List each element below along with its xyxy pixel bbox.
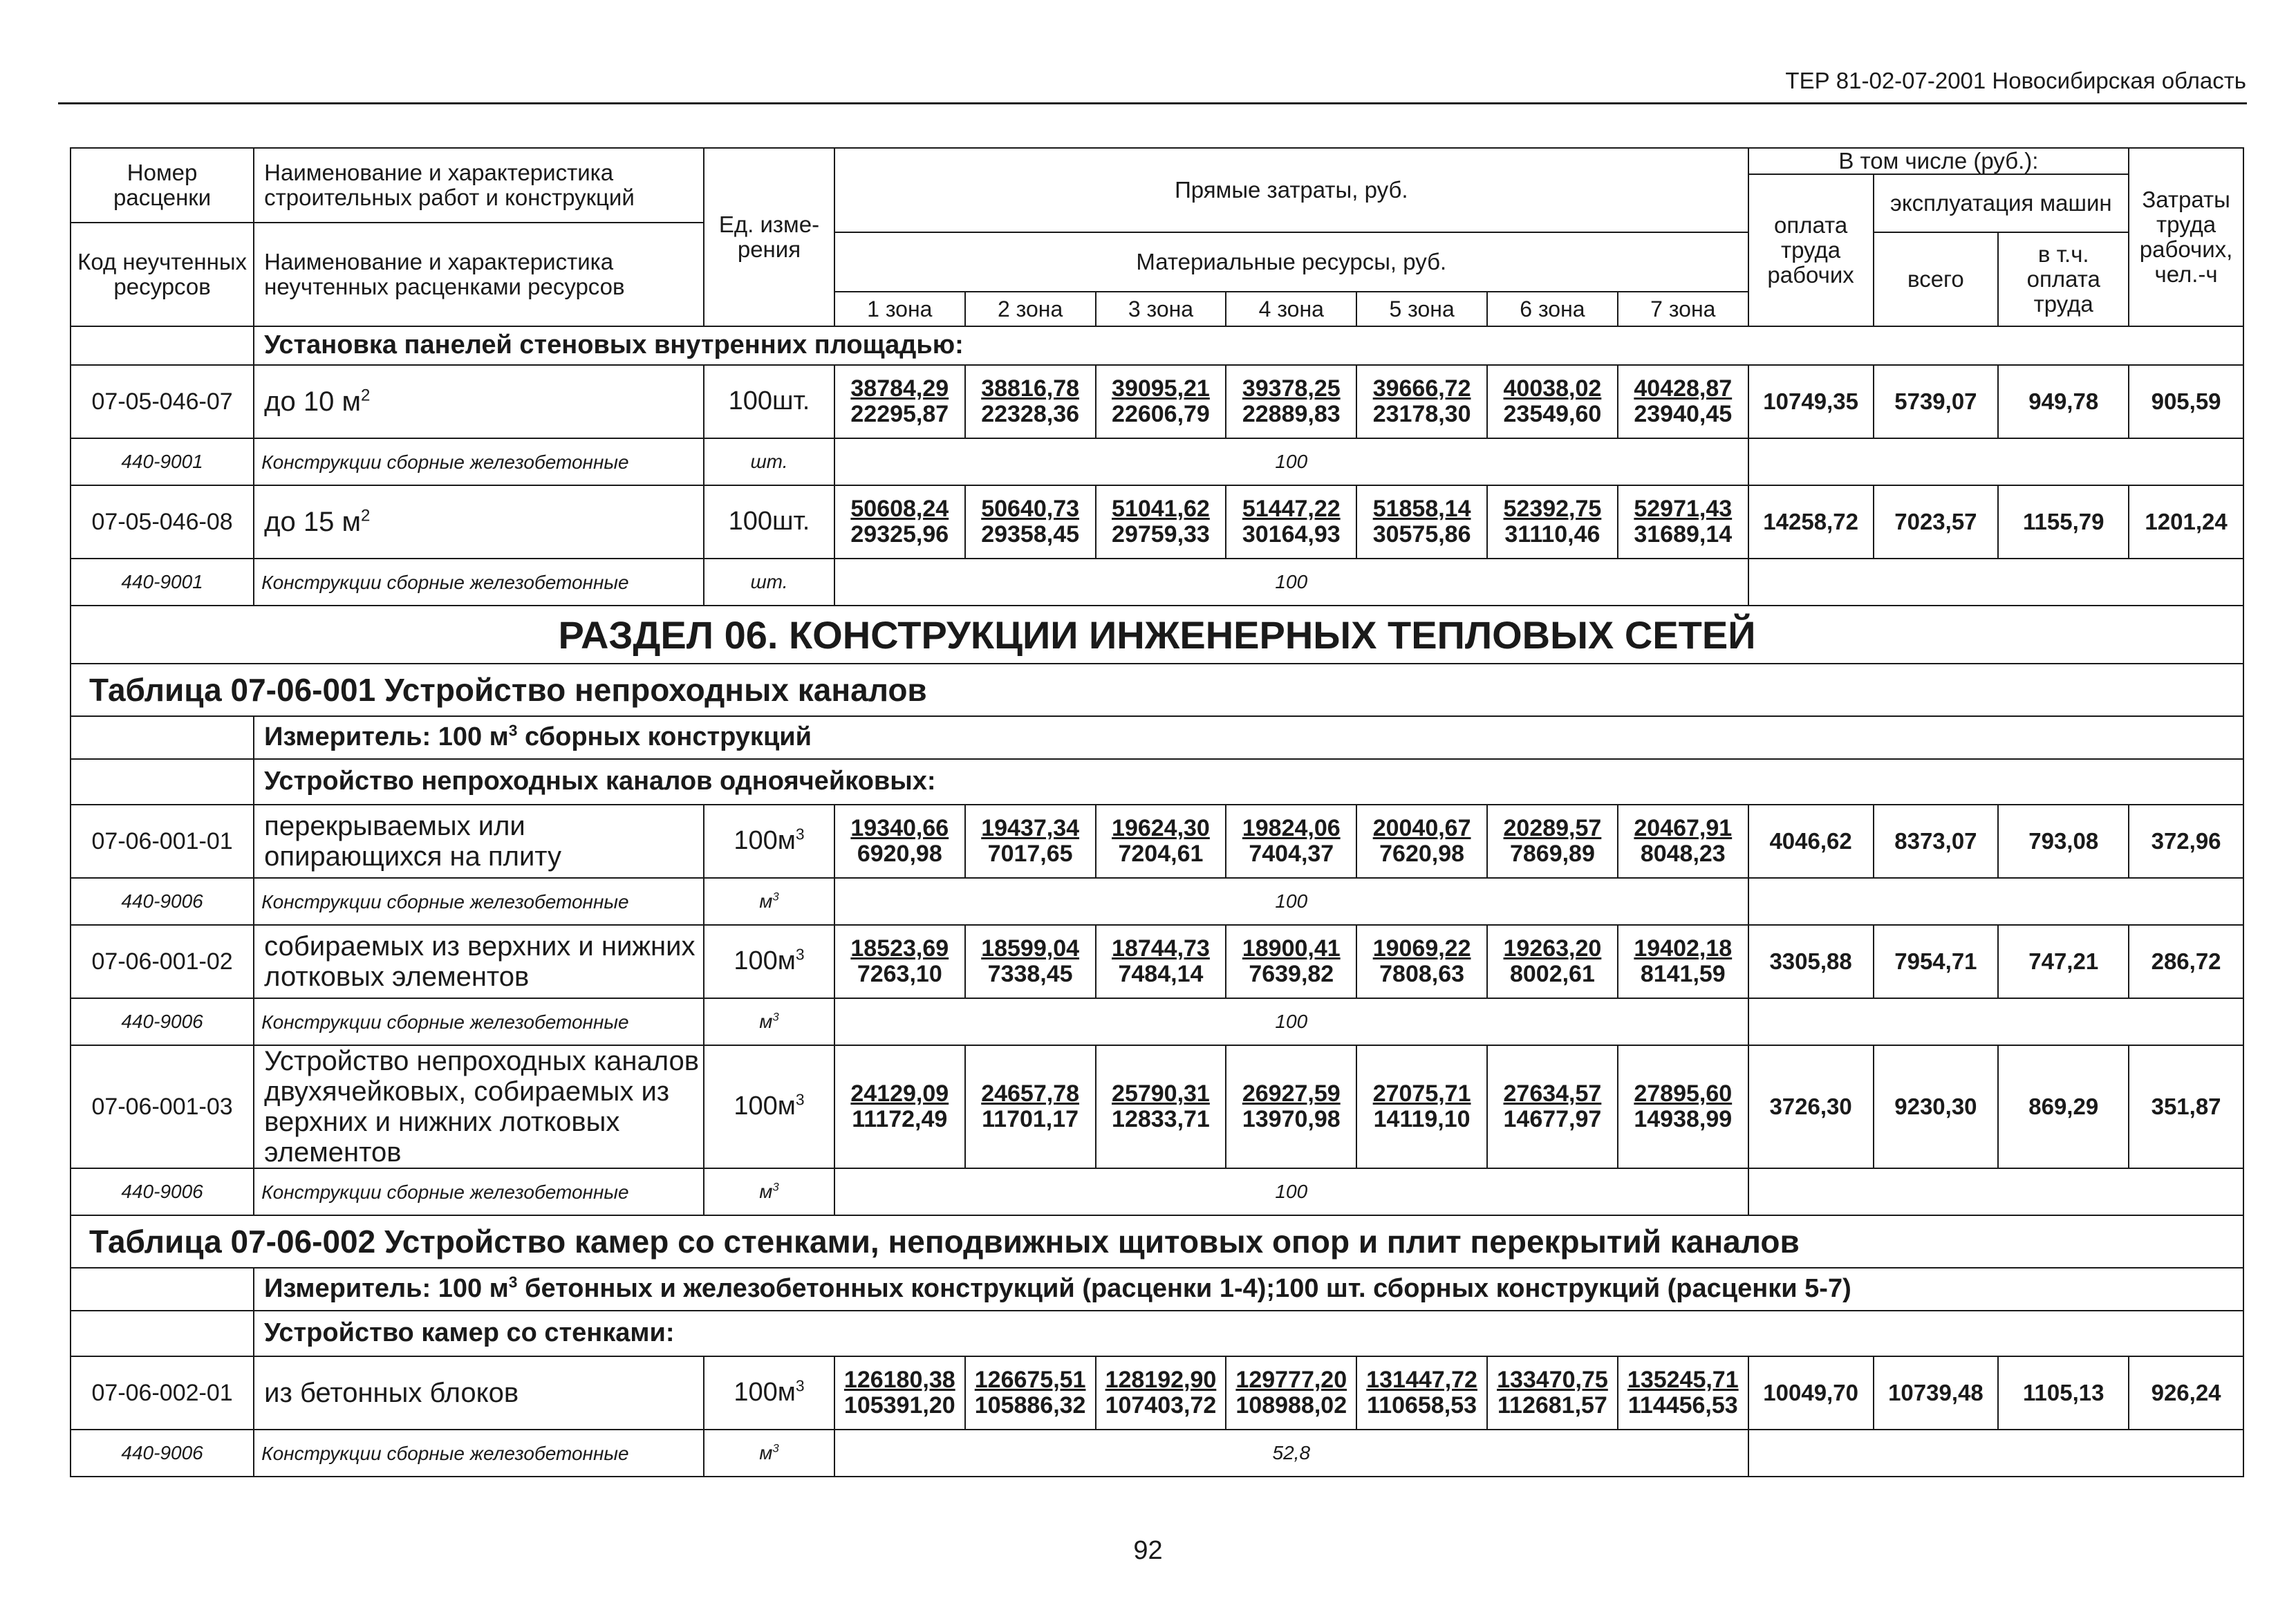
resource-row [71, 1430, 2243, 1477]
superscript: 3 [508, 721, 518, 740]
direct-cost: 27075,71 [1372, 1080, 1471, 1107]
machines-total-value: 9230,30 [1874, 1045, 1999, 1168]
group-heading-002 [71, 1311, 2243, 1356]
material-cost: 7869,89 [1509, 841, 1595, 868]
resource-name: Конструкции сборные железобетонные [254, 998, 704, 1045]
superscript: 3 [508, 1273, 518, 1291]
direct-cost: 40428,87 [1634, 375, 1733, 402]
zone-value-6 [1487, 1356, 1618, 1430]
zone-1: 1 зона [834, 292, 965, 326]
labor-value: 286,72 [2129, 925, 2243, 998]
material-cost: 112681,57 [1497, 1392, 1607, 1419]
group-heading-001 [71, 759, 2243, 805]
material-cost: 7620,98 [1379, 841, 1465, 868]
header-rule [58, 102, 2247, 104]
direct-cost: 39666,72 [1372, 375, 1471, 402]
material-cost: 22606,79 [1112, 401, 1210, 428]
resource-unit: $м^3$ [704, 998, 834, 1045]
direct-cost: 18900,41 [1242, 935, 1341, 962]
direct-cost: 19402,18 [1634, 935, 1733, 962]
direct-cost: 18599,04 [981, 935, 1080, 962]
group-heading-panels [71, 326, 2243, 365]
superscript: 3 [772, 1441, 779, 1455]
resource-name: Конструкции сборные железобетонные [254, 1430, 704, 1477]
table-title-001 [71, 664, 2243, 716]
zone-value-7 [1618, 365, 1748, 438]
zone-value-5 [1356, 485, 1487, 559]
zone-value-1 [834, 1356, 965, 1430]
page-number: 92 [1133, 1536, 1163, 1565]
direct-cost: 20040,67 [1372, 814, 1471, 841]
direct-cost: 39095,21 [1112, 375, 1210, 402]
direct-cost: 38816,78 [981, 375, 1080, 402]
direct-cost: 128192,90 [1105, 1366, 1217, 1393]
zone-5: 5 зона [1356, 292, 1487, 326]
resource-qty: 100 [834, 878, 1748, 925]
resource-qty: 100 [834, 559, 1748, 606]
header-wages: оплата труда рабочих [1748, 174, 1874, 326]
zone-value-4 [1226, 805, 1356, 878]
resource-code: 440-9001 [71, 438, 254, 485]
header-direct-costs: Прямые затраты, руб. [834, 148, 1748, 232]
resource-row [71, 559, 2243, 606]
direct-cost: 40038,02 [1503, 375, 1602, 402]
material-cost: 29358,45 [981, 521, 1080, 548]
labor-value: 905,59 [2129, 365, 2243, 438]
material-cost: 7639,82 [1249, 961, 1334, 988]
direct-cost: 26927,59 [1242, 1080, 1341, 1107]
resource-row [71, 998, 2243, 1045]
rate-unit: $100м^3$ [704, 925, 834, 998]
resource-unit: $м^3$ [704, 878, 834, 925]
header-labor: Затраты труда рабочих, чел.-ч [2129, 148, 2243, 326]
zone-value-4 [1226, 1045, 1356, 1168]
rate-code: 07-06-002-01 [71, 1356, 254, 1430]
direct-cost: 129777,20 [1235, 1366, 1347, 1393]
material-cost: 110658,53 [1367, 1392, 1477, 1419]
empty-cell [1748, 438, 2243, 485]
zone-value-5 [1356, 1045, 1487, 1168]
direct-cost: 19069,22 [1372, 935, 1471, 962]
material-cost: 8141,59 [1640, 961, 1726, 988]
material-cost: 108988,02 [1235, 1392, 1347, 1419]
header-work-name: Наименование и характеристика строительных работ и конструкций [254, 148, 704, 223]
labor-value: 926,24 [2129, 1356, 2243, 1430]
zone-value-1 [834, 1045, 965, 1168]
header-including: В том числе (руб.): [1748, 148, 2129, 174]
material-cost: 7263,10 [857, 961, 942, 988]
empty-cell [71, 326, 254, 365]
rate-code: 07-06-001-01 [71, 805, 254, 878]
rate-row [71, 365, 2243, 438]
material-cost: 22295,87 [850, 401, 949, 428]
direct-cost: 25790,31 [1112, 1080, 1210, 1107]
direct-cost: 24657,78 [981, 1080, 1080, 1107]
material-cost: 23549,60 [1503, 401, 1602, 428]
direct-cost: 38784,29 [850, 375, 949, 402]
zone-value-5 [1356, 925, 1487, 998]
machines-total-value: 8373,07 [1874, 805, 1999, 878]
material-cost: 114456,53 [1627, 1392, 1738, 1419]
direct-cost: 52971,43 [1634, 495, 1733, 522]
zone-value-1 [834, 485, 965, 559]
material-cost: 31689,14 [1634, 521, 1733, 548]
zone-value-3 [1096, 925, 1226, 998]
zone-value-6 [1487, 1045, 1618, 1168]
material-cost: 30164,93 [1242, 521, 1341, 548]
section-heading-text: РАЗДЕЛ 06. КОНСТРУКЦИИ ИНЖЕНЕРНЫХ ТЕПЛОВЫХ СЕТЕЙ [71, 606, 2243, 664]
material-cost: 11172,49 [852, 1106, 948, 1133]
zone-value-7 [1618, 925, 1748, 998]
material-cost: 7017,65 [987, 841, 1073, 868]
direct-cost: 51858,14 [1372, 495, 1471, 522]
rate-name: до 10 $м^2$ [254, 365, 704, 438]
empty-cell [71, 759, 254, 805]
zone-value-4 [1226, 365, 1356, 438]
zone-value-3 [1096, 1045, 1226, 1168]
resource-unit: $м^3$ [704, 1168, 834, 1215]
machines-total-value: 5739,07 [1874, 365, 1999, 438]
rate-unit: $100м^3$ [704, 805, 834, 878]
direct-cost: 50608,24 [850, 495, 949, 522]
resource-unit: шт. [704, 438, 834, 485]
direct-cost: 51447,22 [1242, 495, 1341, 522]
zone-value-5 [1356, 1356, 1487, 1430]
direct-cost: 20289,57 [1503, 814, 1602, 841]
machines-total-value: 7954,71 [1874, 925, 1999, 998]
material-cost: 13970,98 [1242, 1106, 1341, 1133]
rate-code: 07-05-046-07 [71, 365, 254, 438]
material-cost: 8002,61 [1509, 961, 1595, 988]
labor-value: 351,87 [2129, 1045, 2243, 1168]
zone-3: 3 зона [1096, 292, 1226, 326]
resource-unit: шт. [704, 559, 834, 606]
direct-cost: 131447,72 [1366, 1366, 1477, 1393]
direct-cost: 126180,38 [843, 1366, 955, 1393]
empty-cell [1748, 878, 2243, 925]
superscript: 3 [772, 1180, 779, 1194]
empty-cell [71, 1311, 254, 1356]
zone-value-1 [834, 805, 965, 878]
zone-value-1 [834, 365, 965, 438]
wages-value: 3726,30 [1748, 1045, 1874, 1168]
empty-cell [1748, 1168, 2243, 1215]
material-cost: 22328,36 [981, 401, 1080, 428]
rate-code: 07-05-046-08 [71, 485, 254, 559]
zone-value-3 [1096, 485, 1226, 559]
material-cost: 7204,61 [1118, 841, 1204, 868]
zone-value-7 [1618, 1045, 1748, 1168]
empty-cell [1748, 998, 2243, 1045]
material-cost: 23940,45 [1634, 401, 1733, 428]
empty-cell [71, 716, 254, 759]
direct-cost: 24129,09 [850, 1080, 949, 1107]
zone-4: 4 зона [1226, 292, 1356, 326]
empty-cell [1748, 559, 2243, 606]
zone-2: 2 зона [965, 292, 1096, 326]
direct-cost: 126675,51 [974, 1366, 1086, 1393]
material-cost: 30575,86 [1372, 521, 1471, 548]
group-heading-panels-text: Установка панелей стеновых внутренних площадью: [254, 326, 2243, 365]
rates-table [70, 147, 2244, 1477]
material-cost: 7338,45 [987, 961, 1073, 988]
machines-wages-value: 869,29 [1998, 1045, 2129, 1168]
material-cost: 29325,96 [850, 521, 949, 548]
resource-name: Конструкции сборные железобетонные [254, 1168, 704, 1215]
zone-value-7 [1618, 1356, 1748, 1430]
material-cost: 23178,30 [1372, 401, 1471, 428]
resource-row [71, 1168, 2243, 1215]
machines-wages-value: 949,78 [1998, 365, 2129, 438]
superscript: 3 [772, 1010, 779, 1024]
rate-name: из бетонных блоков [254, 1356, 704, 1430]
table-title-002-text: Таблица 07-06-002 Устройство камер со стенками, неподвижных щитовых опор и плит перекрытий каналов [71, 1215, 2243, 1268]
zone-6: 6 зона [1487, 292, 1618, 326]
rate-row [71, 1045, 2243, 1168]
superscript: 3 [795, 825, 805, 843]
resource-row [71, 878, 2243, 925]
header-materials: Материальные ресурсы, руб. [834, 232, 1748, 292]
resource-row [71, 438, 2243, 485]
direct-cost: 27895,60 [1634, 1080, 1733, 1107]
resource-code: 440-9006 [71, 1430, 254, 1477]
rate-name: до 15 $м^2$ [254, 485, 704, 559]
direct-cost: 27634,57 [1503, 1080, 1602, 1107]
labor-value: 1201,24 [2129, 485, 2243, 559]
zone-value-2 [965, 1045, 1096, 1168]
direct-cost: 19824,06 [1242, 814, 1341, 841]
measure-001-text: Измеритель: 100 $м^3$ сборных конструкций [254, 716, 2243, 759]
direct-cost: 18744,73 [1112, 935, 1210, 962]
header-rate-no: Номер расценки [71, 148, 254, 223]
resource-qty: 100 [834, 438, 1748, 485]
rate-row [71, 925, 2243, 998]
zone-value-1 [834, 925, 965, 998]
resource-unit: $м^3$ [704, 1430, 834, 1477]
zone-value-7 [1618, 485, 1748, 559]
zone-value-2 [965, 365, 1096, 438]
material-cost: 14119,10 [1373, 1106, 1471, 1133]
machines-wages-value: 747,21 [1998, 925, 2129, 998]
rate-code: 07-06-001-02 [71, 925, 254, 998]
machines-wages-value: 1105,13 [1998, 1356, 2129, 1430]
rate-row [71, 1356, 2243, 1430]
machines-total-value: 10739,48 [1874, 1356, 1999, 1430]
measure-002-text: Измеритель: 100 $м^3$ бетонных и железобетонных конструкций (расценки 1-4);100 шт. сборных конструкций (расценки 5-7) [254, 1268, 2243, 1311]
measure-002 [71, 1268, 2243, 1311]
measure-001 [71, 716, 2243, 759]
rate-unit: $100м^3$ [704, 1045, 834, 1168]
zone-value-3 [1096, 365, 1226, 438]
zone-value-2 [965, 485, 1096, 559]
direct-cost: 50640,73 [981, 495, 1080, 522]
zone-value-4 [1226, 925, 1356, 998]
material-cost: 105886,32 [974, 1392, 1086, 1419]
section-heading [71, 606, 2243, 664]
superscript: 3 [795, 945, 805, 964]
material-cost: 107403,72 [1105, 1392, 1217, 1419]
zone-value-7 [1618, 805, 1748, 878]
table-title-001-text: Таблица 07-06-001 Устройство непроходных каналов [71, 664, 2243, 716]
resource-code: 440-9006 [71, 1168, 254, 1215]
rate-code: 07-06-001-03 [71, 1045, 254, 1168]
resource-name: Конструкции сборные железобетонные [254, 438, 704, 485]
material-cost: 12833,71 [1112, 1106, 1210, 1133]
material-cost: 7404,37 [1249, 841, 1334, 868]
material-cost: 11701,17 [982, 1106, 1079, 1133]
rate-unit: $100м^3$ [704, 1356, 834, 1430]
machines-wages-value: 793,08 [1998, 805, 2129, 878]
material-cost: 14938,99 [1634, 1106, 1733, 1133]
zone-value-2 [965, 925, 1096, 998]
direct-cost: 20467,91 [1634, 814, 1733, 841]
wages-value: 4046,62 [1748, 805, 1874, 878]
rate-row [71, 805, 2243, 878]
machines-wages-value: 1155,79 [1998, 485, 2129, 559]
group-heading-001-text: Устройство непроходных каналов одноячейковых: [254, 759, 2243, 805]
wages-value: 10049,70 [1748, 1356, 1874, 1430]
empty-cell [71, 1268, 254, 1311]
superscript: 2 [360, 506, 371, 525]
resource-qty: 100 [834, 998, 1748, 1045]
wages-value: 14258,72 [1748, 485, 1874, 559]
direct-cost: 19263,20 [1503, 935, 1602, 962]
zone-value-4 [1226, 485, 1356, 559]
header-unit: Ед. изме-рения [704, 148, 834, 326]
resource-code: 440-9006 [71, 878, 254, 925]
table-title-002 [71, 1215, 2243, 1268]
empty-cell [1748, 1430, 2243, 1477]
direct-cost: 18523,69 [850, 935, 949, 962]
zone-value-6 [1487, 805, 1618, 878]
superscript: 2 [360, 386, 371, 405]
direct-cost: 19624,30 [1112, 814, 1210, 841]
document-header: ТЕР 81-02-07-2001 Новосибирская область [1785, 68, 2246, 93]
direct-cost: 19340,66 [850, 814, 949, 841]
header-machines-wages: в т.ч. оплата труда [1998, 232, 2129, 326]
machines-total-value: 7023,57 [1874, 485, 1999, 559]
material-cost: 7808,63 [1379, 961, 1465, 988]
zone-value-3 [1096, 1356, 1226, 1430]
resource-code: 440-9006 [71, 998, 254, 1045]
header-machines: эксплуатация машин [1874, 174, 2129, 232]
resource-name: Конструкции сборные железобетонные [254, 878, 704, 925]
zone-value-2 [965, 805, 1096, 878]
zone-value-4 [1226, 1356, 1356, 1430]
rate-name: собираемых из верхних и нижних лотковых элементов [254, 925, 704, 998]
rate-unit: 100шт. [704, 485, 834, 559]
rate-name: Устройство непроходных каналов двухячейковых, собираемых из верхних и нижних лотковых элементов [254, 1045, 704, 1168]
wages-value: 3305,88 [1748, 925, 1874, 998]
material-cost: 8048,23 [1640, 841, 1726, 868]
material-cost: 22889,83 [1242, 401, 1341, 428]
labor-value: 372,96 [2129, 805, 2243, 878]
zone-7: 7 зона [1618, 292, 1748, 326]
resource-name: Конструкции сборные железобетонные [254, 559, 704, 606]
zone-value-6 [1487, 365, 1618, 438]
rate-unit: 100шт. [704, 365, 834, 438]
rate-row [71, 485, 2243, 559]
material-cost: 31110,46 [1504, 521, 1600, 548]
superscript: 3 [795, 1090, 805, 1109]
material-cost: 6920,98 [857, 841, 942, 868]
direct-cost: 19437,34 [981, 814, 1080, 841]
material-cost: 14677,97 [1503, 1106, 1602, 1133]
rate-name: перекрываемых или опирающихся на плиту [254, 805, 704, 878]
zone-value-6 [1487, 485, 1618, 559]
direct-cost: 52392,75 [1503, 495, 1602, 522]
zone-value-6 [1487, 925, 1618, 998]
header-res-name: Наименование и характеристика неучтенных расценками ресурсов [254, 223, 704, 326]
direct-cost: 51041,62 [1112, 495, 1210, 522]
direct-cost: 133470,75 [1497, 1366, 1608, 1393]
material-cost: 105391,20 [843, 1392, 955, 1419]
resource-code: 440-9001 [71, 559, 254, 606]
resource-qty: 100 [834, 1168, 1748, 1215]
group-heading-002-text: Устройство камер со стенками: [254, 1311, 2243, 1356]
header-machines-total: всего [1874, 232, 1999, 326]
material-cost: 29759,33 [1112, 521, 1210, 548]
wages-value: 10749,35 [1748, 365, 1874, 438]
superscript: 3 [772, 890, 779, 904]
resource-qty: 52,8 [834, 1430, 1748, 1477]
header-res-code: Код неучтенных ресурсов [71, 223, 254, 326]
material-cost: 7484,14 [1118, 961, 1204, 988]
zone-value-5 [1356, 365, 1487, 438]
zone-value-2 [965, 1356, 1096, 1430]
direct-cost: 39378,25 [1242, 375, 1341, 402]
zone-value-5 [1356, 805, 1487, 878]
superscript: 3 [795, 1376, 805, 1395]
direct-cost: 135245,71 [1627, 1366, 1739, 1393]
zone-value-3 [1096, 805, 1226, 878]
